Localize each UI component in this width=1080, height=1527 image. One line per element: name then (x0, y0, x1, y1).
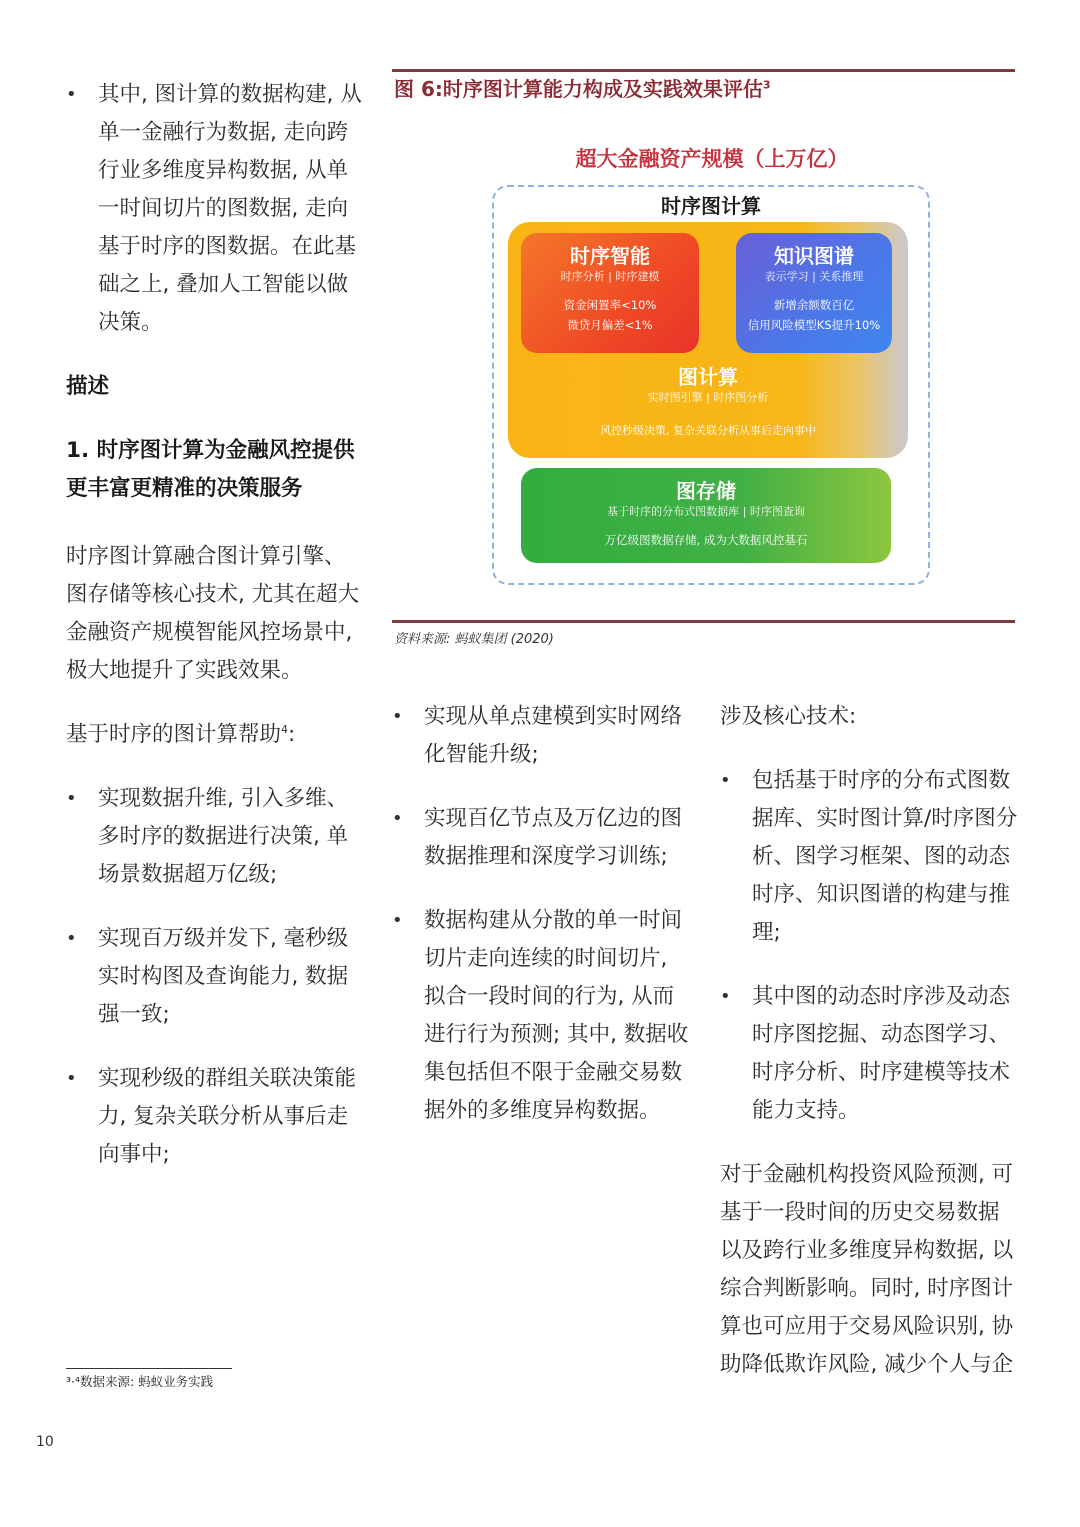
figure-title (394, 74, 771, 104)
diagram-outer-label: 时序图计算 (661, 194, 761, 218)
list-item (66, 1060, 366, 1174)
bullet-icon: • (392, 910, 403, 931)
bullet-icon: • (392, 706, 403, 727)
figure-title-text: 图 6:时序图计算能力构成及实践效果评估 (394, 77, 763, 101)
footnote-rule (66, 1368, 232, 1369)
paragraph: 对于金融机构投资风险预测, 可基于一段时间的历史交易数据以及跨行业多维度异构数据, 以综合判断影响。同时, 时序图计算也可应用于交易风险识别, 协助降低欺诈风险, 减少个人与企 (720, 1162, 1014, 1377)
footnote-ref: 3 (762, 78, 771, 92)
list-item-text: 实现从单点建模到实时网络化智能升级; (424, 704, 683, 767)
right-column (720, 698, 1020, 1410)
bullet-icon: • (66, 928, 77, 949)
card-stat: 信用风险模型KS提升10% (747, 318, 881, 332)
card-note: 风控秒级决策, 复杂关联分析从事后走向事中 (600, 424, 816, 437)
list-item (392, 902, 692, 1130)
list-item (66, 76, 366, 342)
list-item (392, 698, 692, 774)
figure-top-rule (392, 69, 1015, 72)
footnote-ref: 4 (281, 722, 289, 736)
intro-bullet-list (66, 76, 366, 342)
graph-storage-card (521, 468, 891, 563)
figure-source: 资料来源: 蚂蚁集团 (2020) (394, 632, 554, 647)
card-stats (736, 295, 892, 335)
card-stats (521, 295, 699, 335)
right-bullet-list (720, 762, 1020, 1130)
card-stat: 资金闲置率<10% (563, 298, 657, 312)
list-item-text: 实现百亿节点及万亿边的图数据推理和深度学习训练; (424, 806, 683, 869)
bullet-icon: • (720, 770, 731, 791)
benefit-bullet-list (66, 780, 366, 1174)
temporal-intelligence-card (521, 233, 699, 353)
card-title: 时序智能 (570, 244, 650, 268)
middle-bullet-list (392, 698, 692, 1130)
card-title: 图计算 (678, 365, 738, 389)
card-subtitle: 基于时序的分布式图数据库 | 时序图查询 (607, 505, 805, 518)
paragraph: 涉及核心技术: (720, 704, 857, 729)
list-item-text: 实现数据升维, 引入多维、多时序的数据进行决策, 单场景数据超万亿级; (98, 786, 349, 887)
bullet-icon: • (392, 808, 403, 829)
card-title: 图存储 (676, 479, 736, 503)
card-title: 知识图谱 (774, 244, 854, 268)
list-item (66, 920, 366, 1034)
section-heading: 1. 时序图计算为金融风控提供更丰富更精准的决策服务 (66, 438, 355, 501)
figure-bottom-rule (392, 620, 1015, 623)
diagram-title: 超大金融资产规模（上万亿） (575, 146, 849, 171)
page-number: 10 (36, 1434, 54, 1450)
left-column (66, 76, 366, 1200)
card-stat: 微贷月偏差<1% (567, 318, 653, 332)
card-note: 万亿级图数据存储, 成为大数据风控基石 (604, 533, 808, 547)
card-subtitle: 时序分析 | 时序建模 (560, 270, 660, 283)
paragraph-text: 基于时序的图计算帮助 (66, 722, 282, 747)
paragraph (66, 716, 366, 754)
list-item (392, 800, 692, 876)
list-item-text: 实现百万级并发下, 毫秒级实时构图及查询能力, 数据强一致; (98, 926, 349, 1027)
list-item-text: 数据构建从分散的单一时间切片走向连续的时间切片, 拟合一段时间的行为, 从而进行行为预测; 其中, 数据收集包括但不限于金融交易数据外的多维度异构数据。 (424, 908, 689, 1123)
list-item (66, 780, 366, 894)
middle-column (392, 698, 692, 1156)
card-stat: 新增余额数百亿 (773, 298, 855, 312)
knowledge-graph-card (736, 233, 892, 353)
card-subtitle: 表示学习 | 关系推理 (764, 270, 864, 283)
list-item-text: 其中, 图计算的数据构建, 从单一金融行为数据, 走向跨行业多维度异构数据, 从单一时间切片的图数据, 走向基于时序的图数据。在此基础之上, 叠加人工智能以做决策。 (98, 82, 362, 335)
list-item-text: 包括基于时序的分布式图数据库、实时图计算/时序图分析、图学习框架、图的动态时序、知识图谱的构建与推理; (752, 768, 1018, 945)
bullet-icon: • (66, 1068, 77, 1089)
section-label: 描述 (66, 374, 110, 399)
paragraph-text: : (288, 722, 296, 747)
footnote: ³·⁴数据来源: 蚂蚁业务实践 (66, 1374, 214, 1389)
list-item-text: 其中图的动态时序涉及动态时序图挖掘、动态图学习、时序分析、时序建模等技术能力支持。 (752, 984, 1011, 1123)
bullet-icon: • (720, 986, 731, 1007)
card-subtitle: 实时图引擎 | 时序图分析 (647, 391, 769, 404)
bullet-icon: • (66, 788, 77, 809)
bullet-icon: • (66, 84, 77, 105)
graph-computing-label (508, 364, 908, 438)
list-item-text: 实现秒级的群组关联决策能力, 复杂关联分析从事后走向事中; (98, 1066, 357, 1167)
list-item (720, 978, 1020, 1130)
list-item (720, 762, 1020, 952)
paragraph: 时序图计算融合图计算引擎、图存储等核心技术, 尤其在超大金融资产规模智能风控场景中, 极大地提升了实践效果。 (66, 544, 360, 683)
